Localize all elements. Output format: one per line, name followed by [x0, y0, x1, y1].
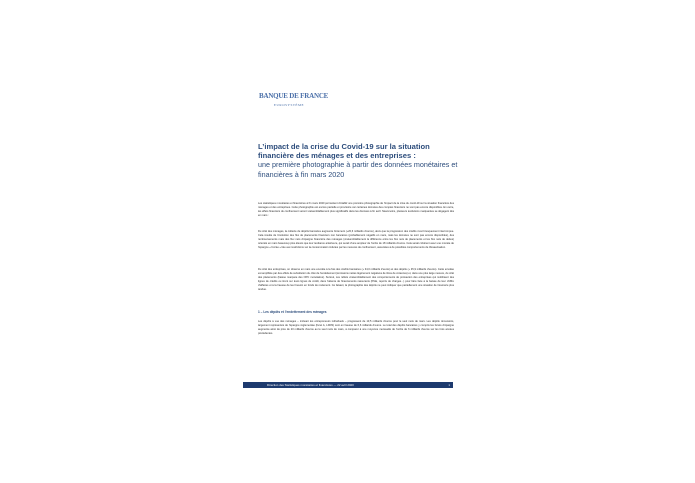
bullet-households [258, 230, 454, 250]
intro-paragraph: Les statistiques monétaires et financières à fin mars 2020 permettent d’établir une première photographie de l’impact de la crise du covid-19 sur la situation financière des ménages et des entreprises. Cette photographie est encore partielle et provisoire car certaines données des comptes financiers ne sont pas encore disponibles. En outre, les effets financiers du confinement seront vraisemblablement plus significatifs dans les données à fin avril. Néanmoins, plusieurs évolutions marquantes se dégagent dès en mars : [258, 202, 454, 218]
logo-sub-text: EUROSYSTÈME [273, 103, 305, 107]
section-paragraph: Les dépôts à vue des ménages – incluant les entrepreneurs individuels – progressent de 13,5 milliards d’euros pour le seul mois de mars. Les dépôts rémunérés, largement représentés de l’épargne réglementée (livret A, LDDS) sont en hausse de 6,6 milliards d’euros. Le total des dépôts bancaires y compris les livrets d’épargne augmente ainsi de près de 20 milliards d’euros au le seul mois de mars, à comparer à une moyenne mensuelle de l’ordre de 6 milliards d’euros sur les trois années précédentes. [258, 320, 454, 336]
logo-main-text: BANQUE DE FRANCE [259, 92, 329, 100]
banque-de-france-logo [259, 92, 329, 107]
footer-bar [243, 382, 453, 388]
title-block [258, 142, 463, 179]
page-number: 1 [448, 382, 450, 387]
page-subtitle: une première photographie à partir des données monétaires et financières à fin mars 2020 [258, 160, 458, 179]
bullet-households-text: Du côté des ménages, la collecte de dépôts bancaires augmente fortement (+20,6 milliards d’euros), alors que la progression des crédits s’est brusquement interrompue. Cela résulte de l’évolution des flux de placements financiers non bancaires (probablement négatifs en mars, mais les données ne sont pas encore disponibles), des remboursements mais des flux nets d’épargne financière des ménages (vraisemblablement la différence entre les flux nets de placements et les flux nets de dettes) orientés en mars beaucoup plus élevés que leur tendance antérieure, qui serait d’une ampleur de l’ordre de 18 milliards d’euros. Cela serait cohérent avec une montée de l’épargne « forcée » liée aux restrictions sur la consommation induites par les mesures de confinement, associées à de possibles comportements de thésaurisation. [258, 230, 454, 250]
page-title: L’impact de la crise du Covid-19 sur la situation financière des ménages et des entreprises : [258, 142, 430, 161]
bullet-companies [258, 268, 454, 293]
footer-text: Direction des Statistiques monétaires et financières — 22 avril 2020 [267, 382, 354, 387]
section-heading: 1 – Les dépôts et l’endettement des ménages [258, 310, 327, 314]
document-page [233, 66, 461, 396]
bullet-companies-text: Du côté des entreprises, on observe en mars une envolée à la fois des crédits bancaires (+ 34,0 milliards d’euros) et des dépôts (+ 45,9 milliards d’euros). Cette envolée est amplifiée par des effets de substitution du côté de l’endettement (émissions nettes légèrement négatives de titres de créances) et, dans une plus large mesure, du côté des placements (baisse marquée des OPC monétaires). Surtout, ces reflets vraisemblablement des comportements de précaution des entreprises qui mobilisent des lignes de crédits ou tirent sur leurs lignes de crédit, dans l’attente de financements rassurants (PGE, reports de charges...) pour faire face à la baisse de leur chiffre d’affaires et à la hausse de leur besoin en fonds de roulement. Ce faisant, la photographie des dépôts ne peut indiquer que partiellement une situation de trésorerie plus tendue. [258, 268, 454, 292]
